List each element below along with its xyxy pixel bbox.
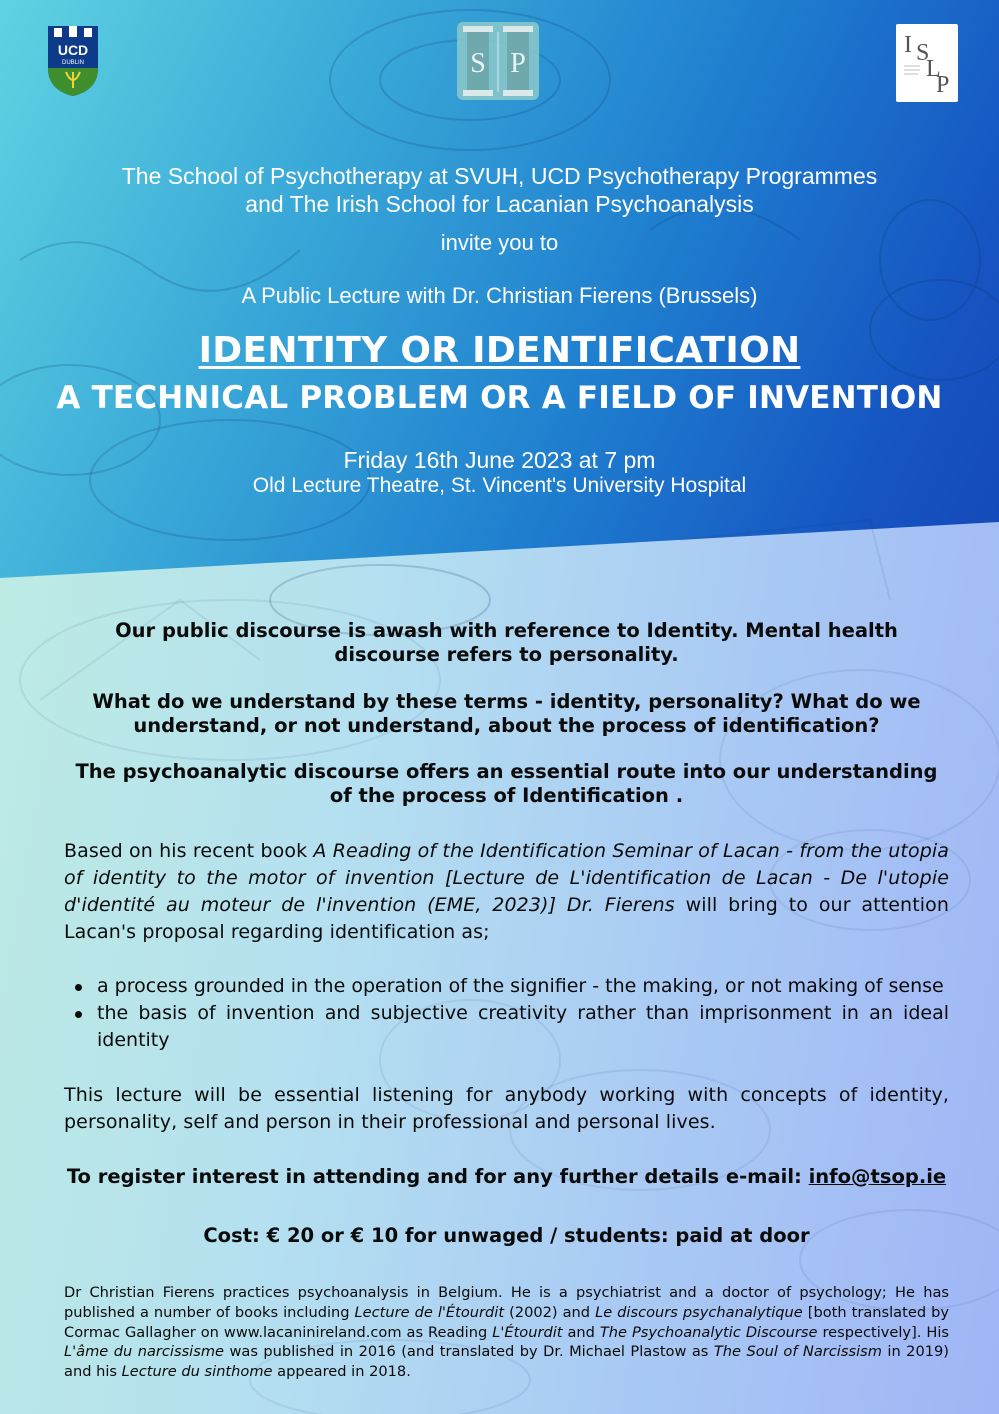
register-text: To register interest in attending and for any further details e-mail:: [66, 1165, 809, 1188]
islp-letter-l: L: [926, 56, 941, 82]
ucd-logo-subtext: DUBLIN: [61, 60, 85, 66]
bio-book-title: L'Étourdit: [492, 1323, 563, 1341]
cost-line: Cost: € 20 or € 10 for unwaged / students: paid at door: [203, 1224, 810, 1247]
bio-text: and: [562, 1323, 600, 1341]
sp-letter-p: P: [510, 48, 526, 79]
islp-letter-i: I: [904, 32, 912, 58]
question-terms: What do we understand by these terms - identity, personality? What do we understand, or not understand, about the process of identification?: [92, 690, 921, 737]
essential-paragraph: This lecture will be essential listening for anybody working with concepts of identity, personality, self and person in their professional and personal lives.: [64, 1084, 949, 1133]
bio-book-title: L'âme du narcissisme: [64, 1343, 225, 1361]
organisers: [40, 162, 959, 218]
bio-book-title: The Soul of Narcissism: [713, 1343, 882, 1361]
lecture-line: A Public Lecture with Dr. Christian Fierens (Brussels): [241, 283, 758, 308]
bio-book-title: The Psychoanalytic Discourse: [599, 1323, 818, 1341]
bio-book-title: Le discours psychanalytique: [595, 1303, 803, 1321]
islp-logo: [896, 24, 958, 102]
organisers-line-2: and The Irish School for Lacanian Psychoanalysis: [245, 191, 754, 217]
invite-text: invite you to: [440, 230, 559, 255]
lecture-title: IDENTITY OR IDENTIFICATION: [198, 330, 801, 371]
lecture-subtitle: A TECHNICAL PROBLEM OR A FIELD OF INVENTION: [56, 380, 943, 416]
event-date: Friday 16th June 2023 at 7 pm: [343, 447, 656, 473]
question-identity: Our public discourse is awash with reference to Identity. Mental health discourse refers to personality.: [115, 619, 898, 666]
bio-book-title: Lecture du sinthome: [121, 1363, 273, 1381]
proposal-list: [64, 973, 949, 1054]
bio-text: was published in 2016 (and translated by Dr. Michael Plastow as: [224, 1343, 714, 1361]
school-psychotherapy-logo: [457, 22, 539, 100]
bio-text: appeared in 2018.: [272, 1363, 411, 1381]
islp-letter-s: S: [916, 40, 930, 66]
bio-text: in 2019) and his: [64, 1343, 949, 1381]
intro-text-b: will bring to our attention Lacan's proposal regarding identification as;: [64, 894, 949, 943]
intro-paragraph: [64, 838, 949, 946]
bio-text: [both translated by Cormac Gallagher on www.lacaninireland.com as Reading: [64, 1303, 949, 1341]
event-venue: Old Lecture Theatre, St. Vincent's University Hospital: [252, 474, 747, 497]
register-line: [64, 1165, 949, 1188]
bio-book-title: Lecture de l'Étourdit: [354, 1303, 505, 1321]
email-link[interactable]: info@tsop.ie: [808, 1165, 947, 1188]
bio-text: respectively]. His: [817, 1323, 949, 1341]
list-item: a process grounded in the operation of the signifier - the making, or not making of sense: [64, 973, 949, 1000]
list-item: the basis of invention and subjective creativity rather than imprisonment in an ideal identity: [64, 1000, 949, 1054]
bio-text: Dr Christian Fierens practices psychoanalysis in Belgium. He is a psychiatrist and a doctor of psychology; He has published a number of books including: [64, 1284, 949, 1321]
islp-letter-p: P: [936, 72, 950, 98]
ucd-logo: [46, 18, 100, 98]
intro-text-a: Based on his recent book: [64, 840, 314, 862]
question-psychoanalytic: The psychoanalytic discourse offers an essential route into our understanding of the process of Identification .: [75, 760, 938, 807]
intro-book-title: A Reading of the Identification Seminar of Lacan - from the utopia of identity to the motor of invention [Lecture de L'identification de Lacan - De l'utopie d'identité au moteur de l'invention (EME, 2023)] Dr. Fierens: [64, 840, 949, 916]
speaker-bio: [64, 1283, 949, 1382]
bio-text: (2002) and: [504, 1303, 596, 1321]
sp-letter-s: S: [470, 48, 486, 79]
organisers-line-1: The School of Psychotherapy at SVUH, UCD Psychotherapy Programmes: [121, 163, 878, 189]
ucd-logo-text: UCD: [57, 42, 89, 58]
